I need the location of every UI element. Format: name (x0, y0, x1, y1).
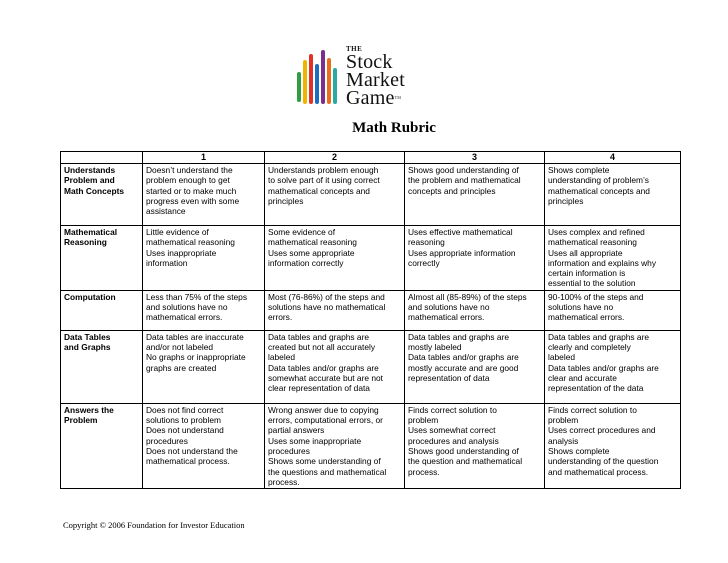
cell-line: concepts and principles (408, 185, 496, 196)
cell-line: errors. (268, 312, 293, 323)
table-row (61, 226, 681, 291)
copyright-notice: Copyright © 2006 Foundation for Investor Education (63, 520, 245, 530)
cell-line: mathematical reasoning (548, 237, 637, 248)
logo-bar (321, 50, 325, 104)
cell-line: the questions and mathematical (268, 466, 387, 477)
cell-line: and solutions have no (146, 302, 228, 313)
cell-line: Data tables and/or graphs are (548, 362, 659, 373)
header-score-3: 3 (405, 152, 545, 164)
score-1-cell (143, 164, 265, 226)
header-score-2: 2 (265, 152, 405, 164)
header-row (61, 152, 681, 164)
logo-bar (327, 58, 331, 104)
cell-line: clear representation of data (268, 383, 370, 394)
cell-line: Little evidence of (146, 227, 209, 237)
cell-line: Some evidence of (268, 227, 336, 237)
criterion-cell (61, 290, 143, 330)
cell-line: Doesn’t understand the (146, 165, 233, 175)
cell-line: to solve part of it using correct (268, 175, 380, 186)
cell-line: Shows good understanding of (408, 165, 519, 175)
score-4-cell (545, 403, 681, 488)
cell-line: mathematical errors. (548, 312, 625, 323)
cell-line: and mathematical process. (548, 466, 649, 477)
cell-line: created but not all accurately (268, 342, 376, 353)
cell-line: representation of data (408, 372, 490, 383)
criterion-line: and Graphs (64, 342, 111, 353)
score-4-cell (545, 290, 681, 330)
cell-line: Understands problem enough (268, 165, 379, 175)
cell-line: Uses effective mathematical (408, 227, 513, 237)
cell-line: problem (408, 415, 439, 426)
cell-line: reasoning (408, 237, 445, 248)
cell-line: Uses complex and refined (548, 227, 645, 237)
cell-line: mostly labeled (408, 342, 462, 353)
cell-line: representation of the data (548, 383, 644, 394)
logo-bar (309, 54, 313, 104)
cell-line: progress even with some (146, 195, 240, 206)
table-row (61, 290, 681, 330)
cell-line: started or to make much (146, 185, 237, 196)
score-4-cell (545, 164, 681, 226)
cell-line: problem (548, 415, 579, 426)
cell-line: Data tables and graphs are (268, 331, 370, 342)
cell-line: procedures and analysis (408, 435, 499, 446)
score-3-cell (405, 330, 545, 403)
cell-line: mathematical reasoning (146, 237, 235, 248)
cell-line: procedures (268, 445, 310, 456)
cell-line: Almost all (85-89%) of the steps (408, 291, 527, 302)
cell-line: Uses inappropriate (146, 247, 217, 258)
cell-line: Uses appropriate information (408, 247, 516, 258)
criterion-cell (61, 403, 143, 488)
cell-line: principles (268, 195, 304, 206)
cell-line: Uses correct procedures and (548, 425, 656, 436)
cell-line: Finds correct solution to (548, 404, 637, 415)
cell-line: essential to the solution (548, 278, 636, 289)
cell-line: information and explains why (548, 257, 657, 268)
cell-line: Does not find correct (146, 404, 224, 415)
criterion-line: Understands (64, 165, 116, 175)
cell-line: solutions have no mathematical (268, 302, 386, 313)
table-row (61, 164, 681, 226)
page-title: Math Rubric (352, 120, 436, 136)
cell-line: partial answers (268, 425, 325, 436)
criterion-line: Problem and (64, 175, 115, 186)
cell-line: Shows complete (548, 165, 610, 175)
logo-bars-icon (296, 50, 342, 106)
score-1-cell (143, 226, 265, 291)
logo-trademark: TM (394, 95, 401, 100)
cell-line: information correctly (268, 257, 344, 268)
score-2-cell (265, 226, 405, 291)
score-2-cell (265, 290, 405, 330)
cell-line: Uses all appropriate (548, 247, 623, 258)
header-score-4: 4 (545, 152, 681, 164)
stock-market-game-logo (296, 44, 446, 109)
table-row (61, 403, 681, 488)
cell-line: Finds correct solution to (408, 404, 497, 415)
cell-line: mathematical reasoning (268, 237, 357, 248)
cell-line: mathematical errors. (408, 312, 485, 323)
score-1-cell (143, 403, 265, 488)
cell-line: correctly (408, 257, 440, 268)
score-3-cell (405, 403, 545, 488)
score-3-cell (405, 164, 545, 226)
cell-line: solutions have no (548, 302, 614, 313)
cell-line: certain information is (548, 268, 626, 279)
cell-line: labeled (548, 352, 576, 363)
logo-bar (315, 64, 319, 104)
cell-line: clearly and completely (548, 342, 631, 353)
table-row (61, 330, 681, 403)
cell-line: somewhat accurate but are not (268, 372, 383, 383)
criterion-line: Problem (64, 415, 98, 426)
cell-line: Data tables and graphs are (408, 331, 510, 342)
logo-bar (303, 60, 307, 104)
header-score-1: 1 (143, 152, 265, 164)
cell-line: principles (548, 195, 584, 206)
cell-line: information (146, 257, 188, 268)
criterion-cell (61, 164, 143, 226)
score-3-cell (405, 226, 545, 291)
cell-line: process. (268, 476, 300, 487)
cell-line: and solutions have no (408, 302, 490, 313)
cell-line: clear and accurate (548, 372, 617, 383)
score-1-cell (143, 330, 265, 403)
logo-word-stock: Stock (346, 51, 393, 73)
cell-line: mostly accurate and are good (408, 362, 519, 373)
criterion-line: Reasoning (64, 237, 107, 248)
cell-line: and/or not labeled (146, 342, 214, 353)
cell-line: mathematical concepts and (548, 185, 650, 196)
cell-line: assistance (146, 206, 186, 217)
cell-line: Data tables and graphs are (548, 331, 650, 342)
cell-line: Wrong answer due to copying (268, 404, 379, 415)
criterion-line: Mathematical (64, 227, 118, 237)
logo-bar (297, 72, 301, 102)
criterion-line: Answers the (64, 404, 114, 415)
cell-line: labeled (268, 352, 296, 363)
cell-line: Does not understand (146, 425, 224, 436)
cell-line: Uses some appropriate (268, 247, 355, 258)
cell-line: process. (408, 466, 440, 477)
criterion-cell (61, 330, 143, 403)
cell-line: Less than 75% of the steps (146, 291, 248, 302)
cell-line: the question and mathematical (408, 456, 523, 467)
criterion-cell (61, 226, 143, 291)
criterion-line: Data Tables (64, 331, 111, 342)
score-2-cell (265, 403, 405, 488)
cell-line: Shows some understanding of (268, 456, 381, 467)
cell-line: 90-100% of the steps and (548, 291, 644, 302)
cell-line: graphs are created (146, 362, 217, 373)
cell-line: the problem and mathematical (408, 175, 521, 186)
logo-word-market: Market (346, 69, 405, 91)
cell-line: Data tables and/or graphs are (408, 352, 519, 363)
cell-line: Shows complete (548, 445, 610, 456)
cell-line: analysis (548, 435, 579, 446)
cell-line: understanding of the question (548, 456, 659, 467)
cell-line: Most (76-86%) of the steps and (268, 291, 385, 302)
logo-word-game: Game™ (346, 87, 401, 109)
criterion-line: Computation (64, 291, 116, 302)
score-2-cell (265, 164, 405, 226)
cell-line: No graphs or inappropriate (146, 352, 246, 363)
rubric-table (60, 151, 681, 489)
cell-line: mathematical process. (146, 456, 230, 467)
cell-line: mathematical concepts and (268, 185, 370, 196)
cell-line: problem enough to get (146, 175, 230, 186)
logo-the: THE (346, 45, 363, 53)
cell-line: Uses somewhat correct (408, 425, 496, 436)
score-4-cell (545, 226, 681, 291)
cell-line: Data tables are inaccurate (146, 331, 244, 342)
cell-line: understanding of problem’s (548, 175, 649, 186)
cell-line: mathematical errors. (146, 312, 223, 323)
cell-line: Uses some inappropriate (268, 435, 362, 446)
header-criterion (61, 152, 143, 164)
score-2-cell (265, 330, 405, 403)
cell-line: errors, computational errors, or (268, 415, 383, 426)
cell-line: Data tables and/or graphs are (268, 362, 379, 373)
cell-line: Does not understand the (146, 445, 238, 456)
logo-wordmark (346, 46, 405, 107)
criterion-line: Math Concepts (64, 185, 125, 196)
score-3-cell (405, 290, 545, 330)
cell-line: solutions to problem (146, 415, 221, 426)
score-1-cell (143, 290, 265, 330)
cell-line: Shows good understanding of (408, 445, 519, 456)
cell-line: procedures (146, 435, 188, 446)
logo-bar (333, 68, 337, 104)
score-4-cell (545, 330, 681, 403)
